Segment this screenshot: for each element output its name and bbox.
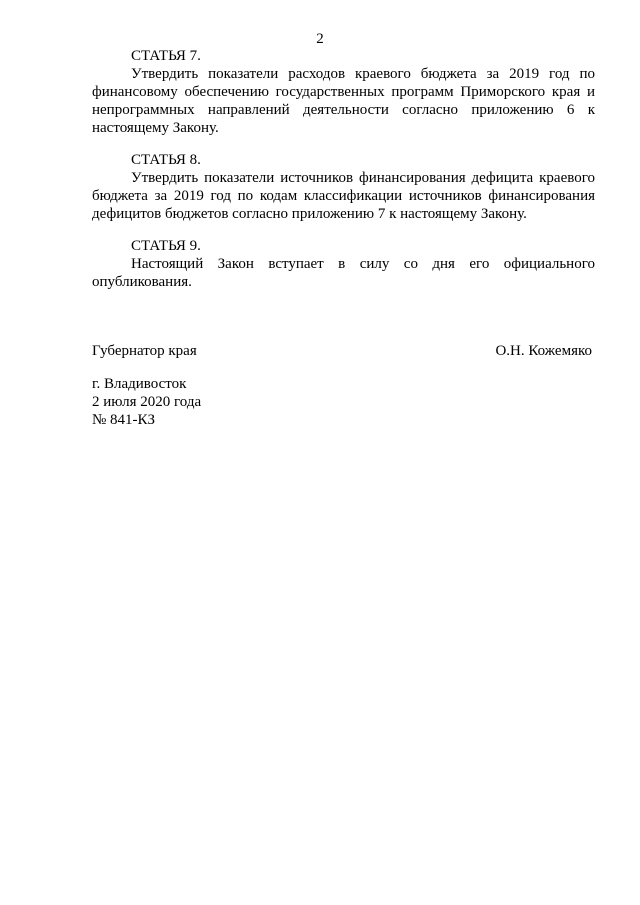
law-number: № 841-КЗ: [92, 412, 156, 428]
article-8: [92, 151, 595, 223]
issue-city: г. Владивосток: [92, 376, 187, 392]
article-text: Утвердить показатели источников финансирования дефицита краевого бюджета за 2019 год по кодам классификации источников финансирования дефицитов бюджетов согласно приложению 7 к настоящему Закону.: [92, 170, 595, 222]
signature-row: [92, 342, 592, 360]
article-text: Настоящий Закон вступает в силу со дня его официального опубликования.: [92, 256, 595, 290]
issue-date: 2 июля 2020 года: [92, 394, 202, 410]
page-number: 2: [316, 31, 324, 47]
signatory-title: Губернатор края: [92, 343, 197, 359]
article-heading: СТАТЬЯ 9.: [131, 238, 201, 254]
issue-details: [92, 375, 201, 429]
article-9: [92, 237, 595, 291]
article-heading: СТАТЬЯ 7.: [131, 48, 201, 64]
signatory-name: О.Н. Кожемяко: [495, 343, 592, 359]
article-text: Утвердить показатели расходов краевого бюджета за 2019 год по финансовому обеспечению государственных программ Приморского края и непрограммных направлений деятельности согласно приложению 6 к настоящему Закону.: [92, 66, 595, 136]
article-7: [92, 47, 595, 137]
article-heading: СТАТЬЯ 8.: [131, 152, 201, 168]
